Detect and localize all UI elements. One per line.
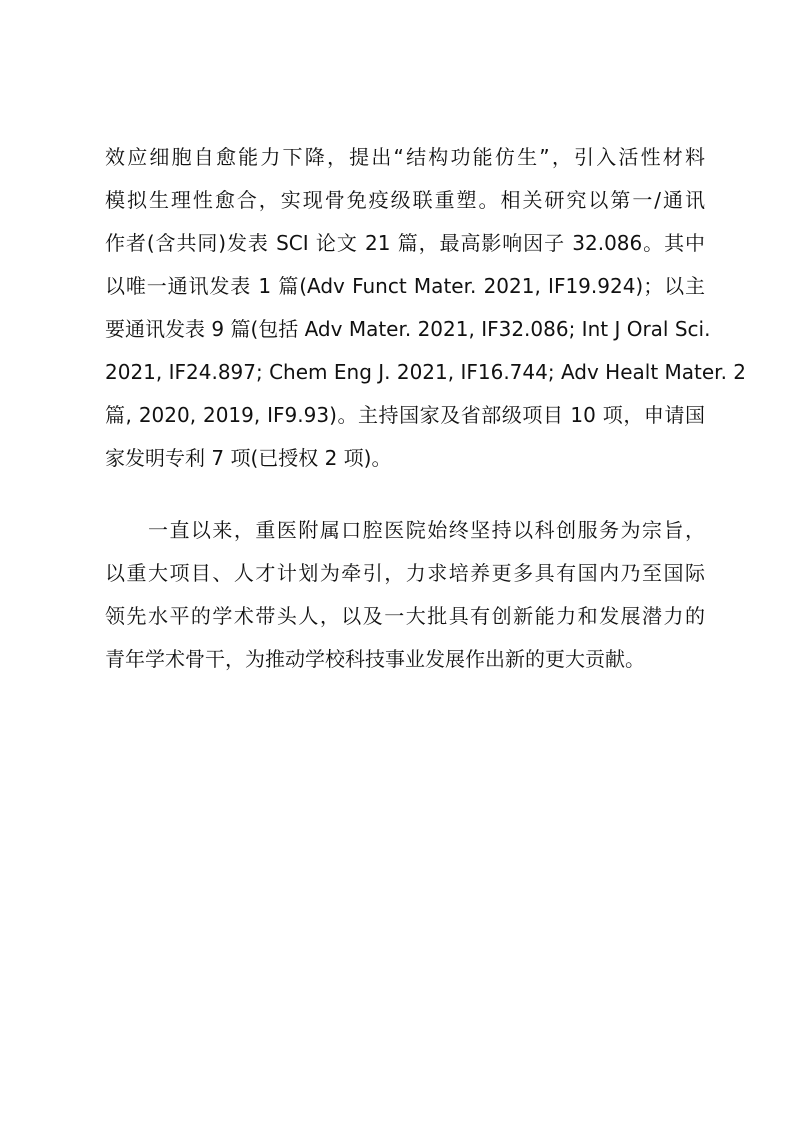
text-line: 家发明专利 7 项(已授权 2 项)。: [105, 446, 392, 470]
paragraph-hospital-mission: [105, 509, 705, 681]
text-line: 模拟生理性愈合，实现骨免疫级联重塑。相关研究以第一/通讯: [105, 188, 705, 212]
text-line: 以重大项目、人才计划为牵引，力求培养更多具有国内乃至国际: [105, 561, 705, 585]
text-line: 一直以来，重医附属口腔医院始终坚持以科创服务为宗旨，: [105, 518, 705, 542]
text-line: 2021, IF24.897; Chem Eng J. 2021, IF16.744; Adv Healt Mater. 2: [105, 360, 747, 384]
text-line: 青年学术骨干，为推动学校科技事业发展作出新的更大贡献。: [105, 647, 645, 671]
text-line: 篇, 2020, 2019, IF9.93)。主持国家及省部级项目 10 项，申请国: [105, 403, 705, 427]
text-line: 领先水平的学术带头人，以及一大批具有创新能力和发展潜力的: [105, 604, 705, 628]
text-line: 效应细胞自愈能力下降，提出“结构功能仿生”，引入活性材料: [105, 145, 705, 169]
text-line: 要通讯发表 9 篇(包括 Adv Mater. 2021, IF32.086; Int J Oral Sci.: [105, 317, 711, 341]
paragraph-research-achievements: [105, 136, 747, 480]
text-line: 以唯一通讯发表 1 篇(Adv Funct Mater. 2021, IF19.924)；以主: [105, 274, 705, 298]
text-line: 作者(含共同)发表 SCI 论文 21 篇，最高影响因子 32.086。其中: [105, 231, 705, 255]
